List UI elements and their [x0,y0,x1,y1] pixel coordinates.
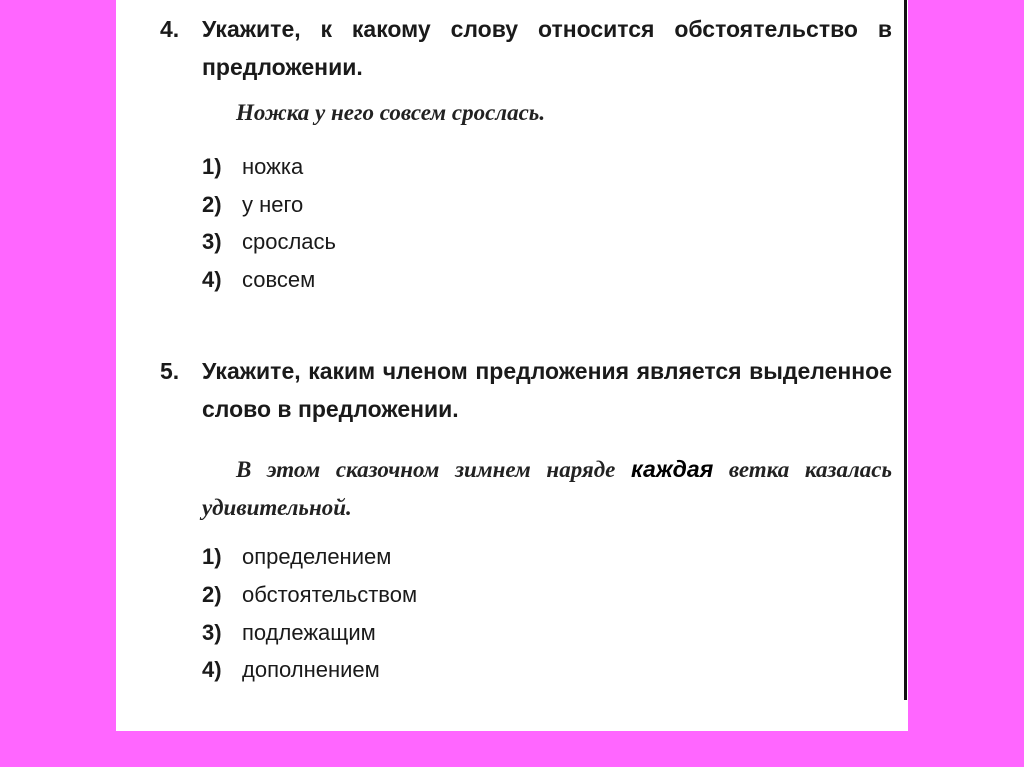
example-sentence [202,450,892,527]
answer-option-3[interactable] [202,223,336,260]
option-number: 4) [202,657,222,682]
option-text: ножка [242,154,304,179]
question-prompt: Укажите, к какому слову относится обстоятельство в предложении. [202,16,892,80]
option-text: у него [242,192,304,217]
highlighted-word: каждая [631,456,714,482]
sentence-part: В этом сказочном зимнем наряде [236,457,632,482]
answer-option-4[interactable] [202,261,315,298]
answer-option-2[interactable] [202,186,303,223]
option-text: определением [242,544,392,569]
sentence-part: ветка казалась удивительной. [202,457,892,520]
question-number: 5. [160,358,180,384]
option-text: подлежащим [242,620,376,645]
option-text: дополнением [242,657,380,682]
page-edge-line [904,0,907,700]
option-text: обстоятельством [242,582,418,607]
option-number: 4) [202,267,222,292]
answer-option-1[interactable] [202,148,303,185]
answer-option-1[interactable] [202,538,391,575]
answer-option-4[interactable] [202,651,380,688]
option-number: 1) [202,544,222,569]
answer-option-3[interactable] [202,614,376,651]
option-number: 1) [202,154,222,179]
option-number: 2) [202,582,222,607]
worksheet-page [116,0,908,731]
option-number: 3) [202,229,222,254]
question-prompt: Укажите, каким членом предложения является выделенное слово в предложении. [202,358,892,422]
example-sentence: Ножка у него совсем срослась. [236,100,546,125]
option-number: 3) [202,620,222,645]
option-text: совсем [242,267,316,292]
option-text: срослась [242,229,337,254]
option-number: 2) [202,192,222,217]
question-number: 4. [160,16,180,42]
answer-option-2[interactable] [202,576,417,613]
